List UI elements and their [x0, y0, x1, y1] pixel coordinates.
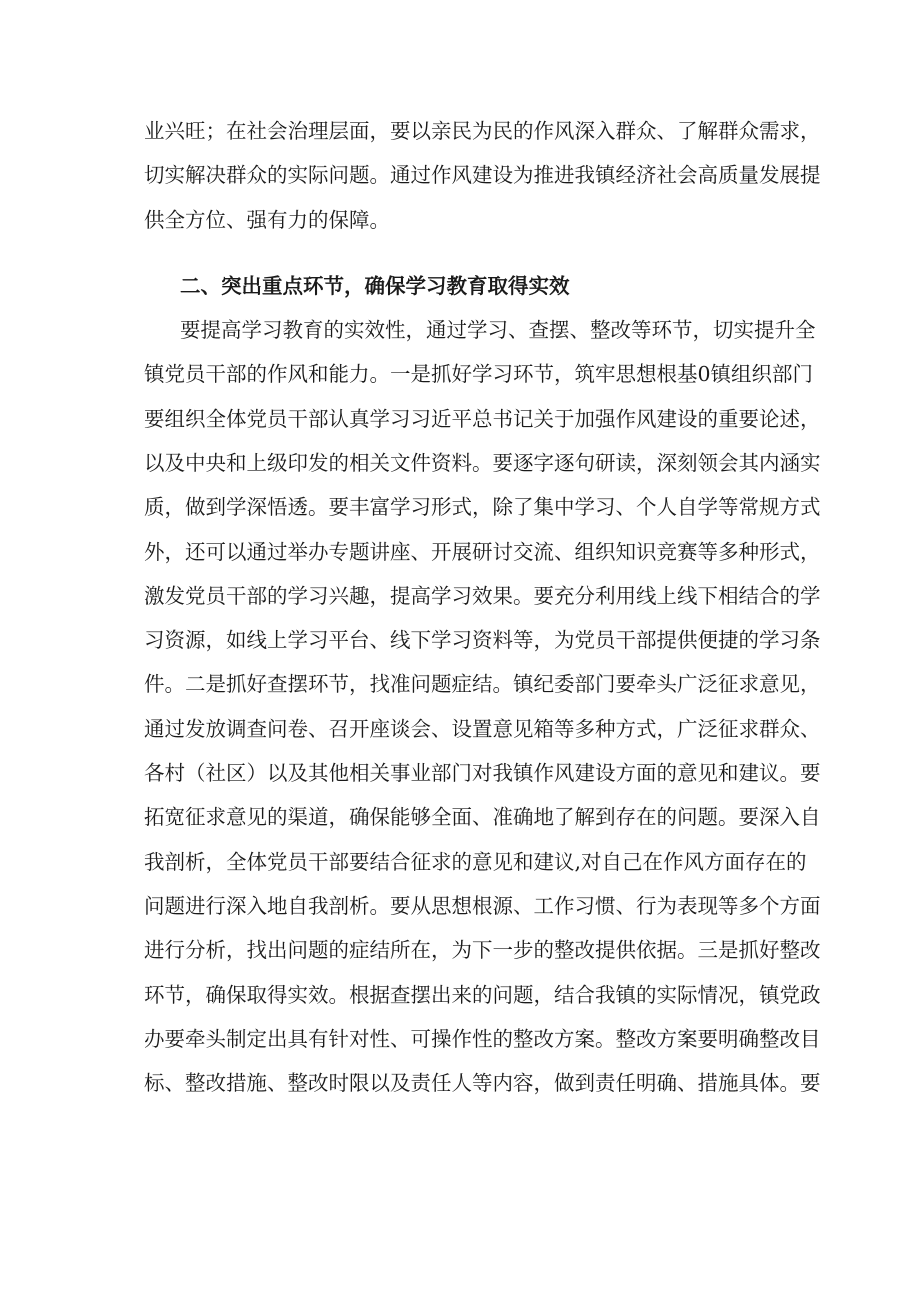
- text-line: 环节，确保取得实效。根据查摆出来的问题，结合我镇的实际情况，镇党政: [144, 982, 821, 1007]
- text-line: 我剖析，全体党员干部要结合征求的意见和建议,对自己在作风方面存在的: [144, 849, 807, 874]
- section-heading: 二、突出重点环节，确保学习教育取得实效: [180, 274, 570, 298]
- text-line: 要组织全体党员干部认真学习习近平总书记关于加强作风建设的重要论述，: [144, 406, 821, 431]
- text-line: 要提高学习教育的实效性，通过学习、查摆、整改等环节，切实提升全: [180, 318, 816, 342]
- text-line: 进行分析，找出问题的症结所在，为下一步的整改提供依据。三是抓好整改: [144, 938, 821, 963]
- text-line: 以及中央和上级印发的相关文件资料。要逐字逐句研读，深刻领会其内涵实: [144, 450, 821, 475]
- text-line: 问题进行深入地自我剖析。要从思想根源、工作习惯、行为表现等多个方面: [144, 893, 821, 918]
- text-line: 各村（社区）以及其他相关事业部门对我镇作风建设方面的意见和建议。要: [144, 761, 821, 785]
- text-line: 切实解决群众的实际问题。通过作风建设为推进我镇经济社会高质量发展提: [144, 163, 821, 188]
- text-line: 镇党员干部的作风和能力。一是抓好学习环节，筑牢思想根基0镇组织部门: [144, 362, 814, 387]
- text-line: 业兴旺；在社会治理层面，要以亲民为民的作风深入群众、了解群众需求，: [144, 119, 821, 143]
- text-line: 供全方位、强有力的保障。: [144, 207, 390, 232]
- text-line: 标、整改措施、整改时限以及责任人等内容，做到责任明确、措施具体。要: [144, 1071, 821, 1096]
- text-line: 习资源，如线上学习平台、线下学习资料等，为党员干部提供便捷的学习条: [144, 628, 821, 653]
- text-line: 激发党员干部的学习兴趣，提高学习效果。要充分利用线上线下相结合的学: [144, 583, 821, 608]
- text-line: 通过发放调查问卷、召开座谈会、设置意见箱等多种方式，广泛征求群众、: [144, 716, 821, 741]
- text-line: 外，还可以通过举办专题讲座、开展研讨交流、组织知识竞赛等多种形式，: [144, 539, 821, 564]
- text-line: 办要牵头制定出具有针对性、可操作性的整改方案。整改方案要明确整改目: [144, 1026, 821, 1051]
- text-line: 件。二是抓好查摆环节，找准问题症结。镇纪委部门要牵头广泛征求意见，: [144, 672, 821, 697]
- text-line: 拓宽征求意见的渠道，确保能够全面、准确地了解到存在的问题。要深入自: [144, 805, 821, 830]
- text-line: 质，做到学深悟透。要丰富学习形式，除了集中学习、个人自学等常规方式: [144, 495, 821, 520]
